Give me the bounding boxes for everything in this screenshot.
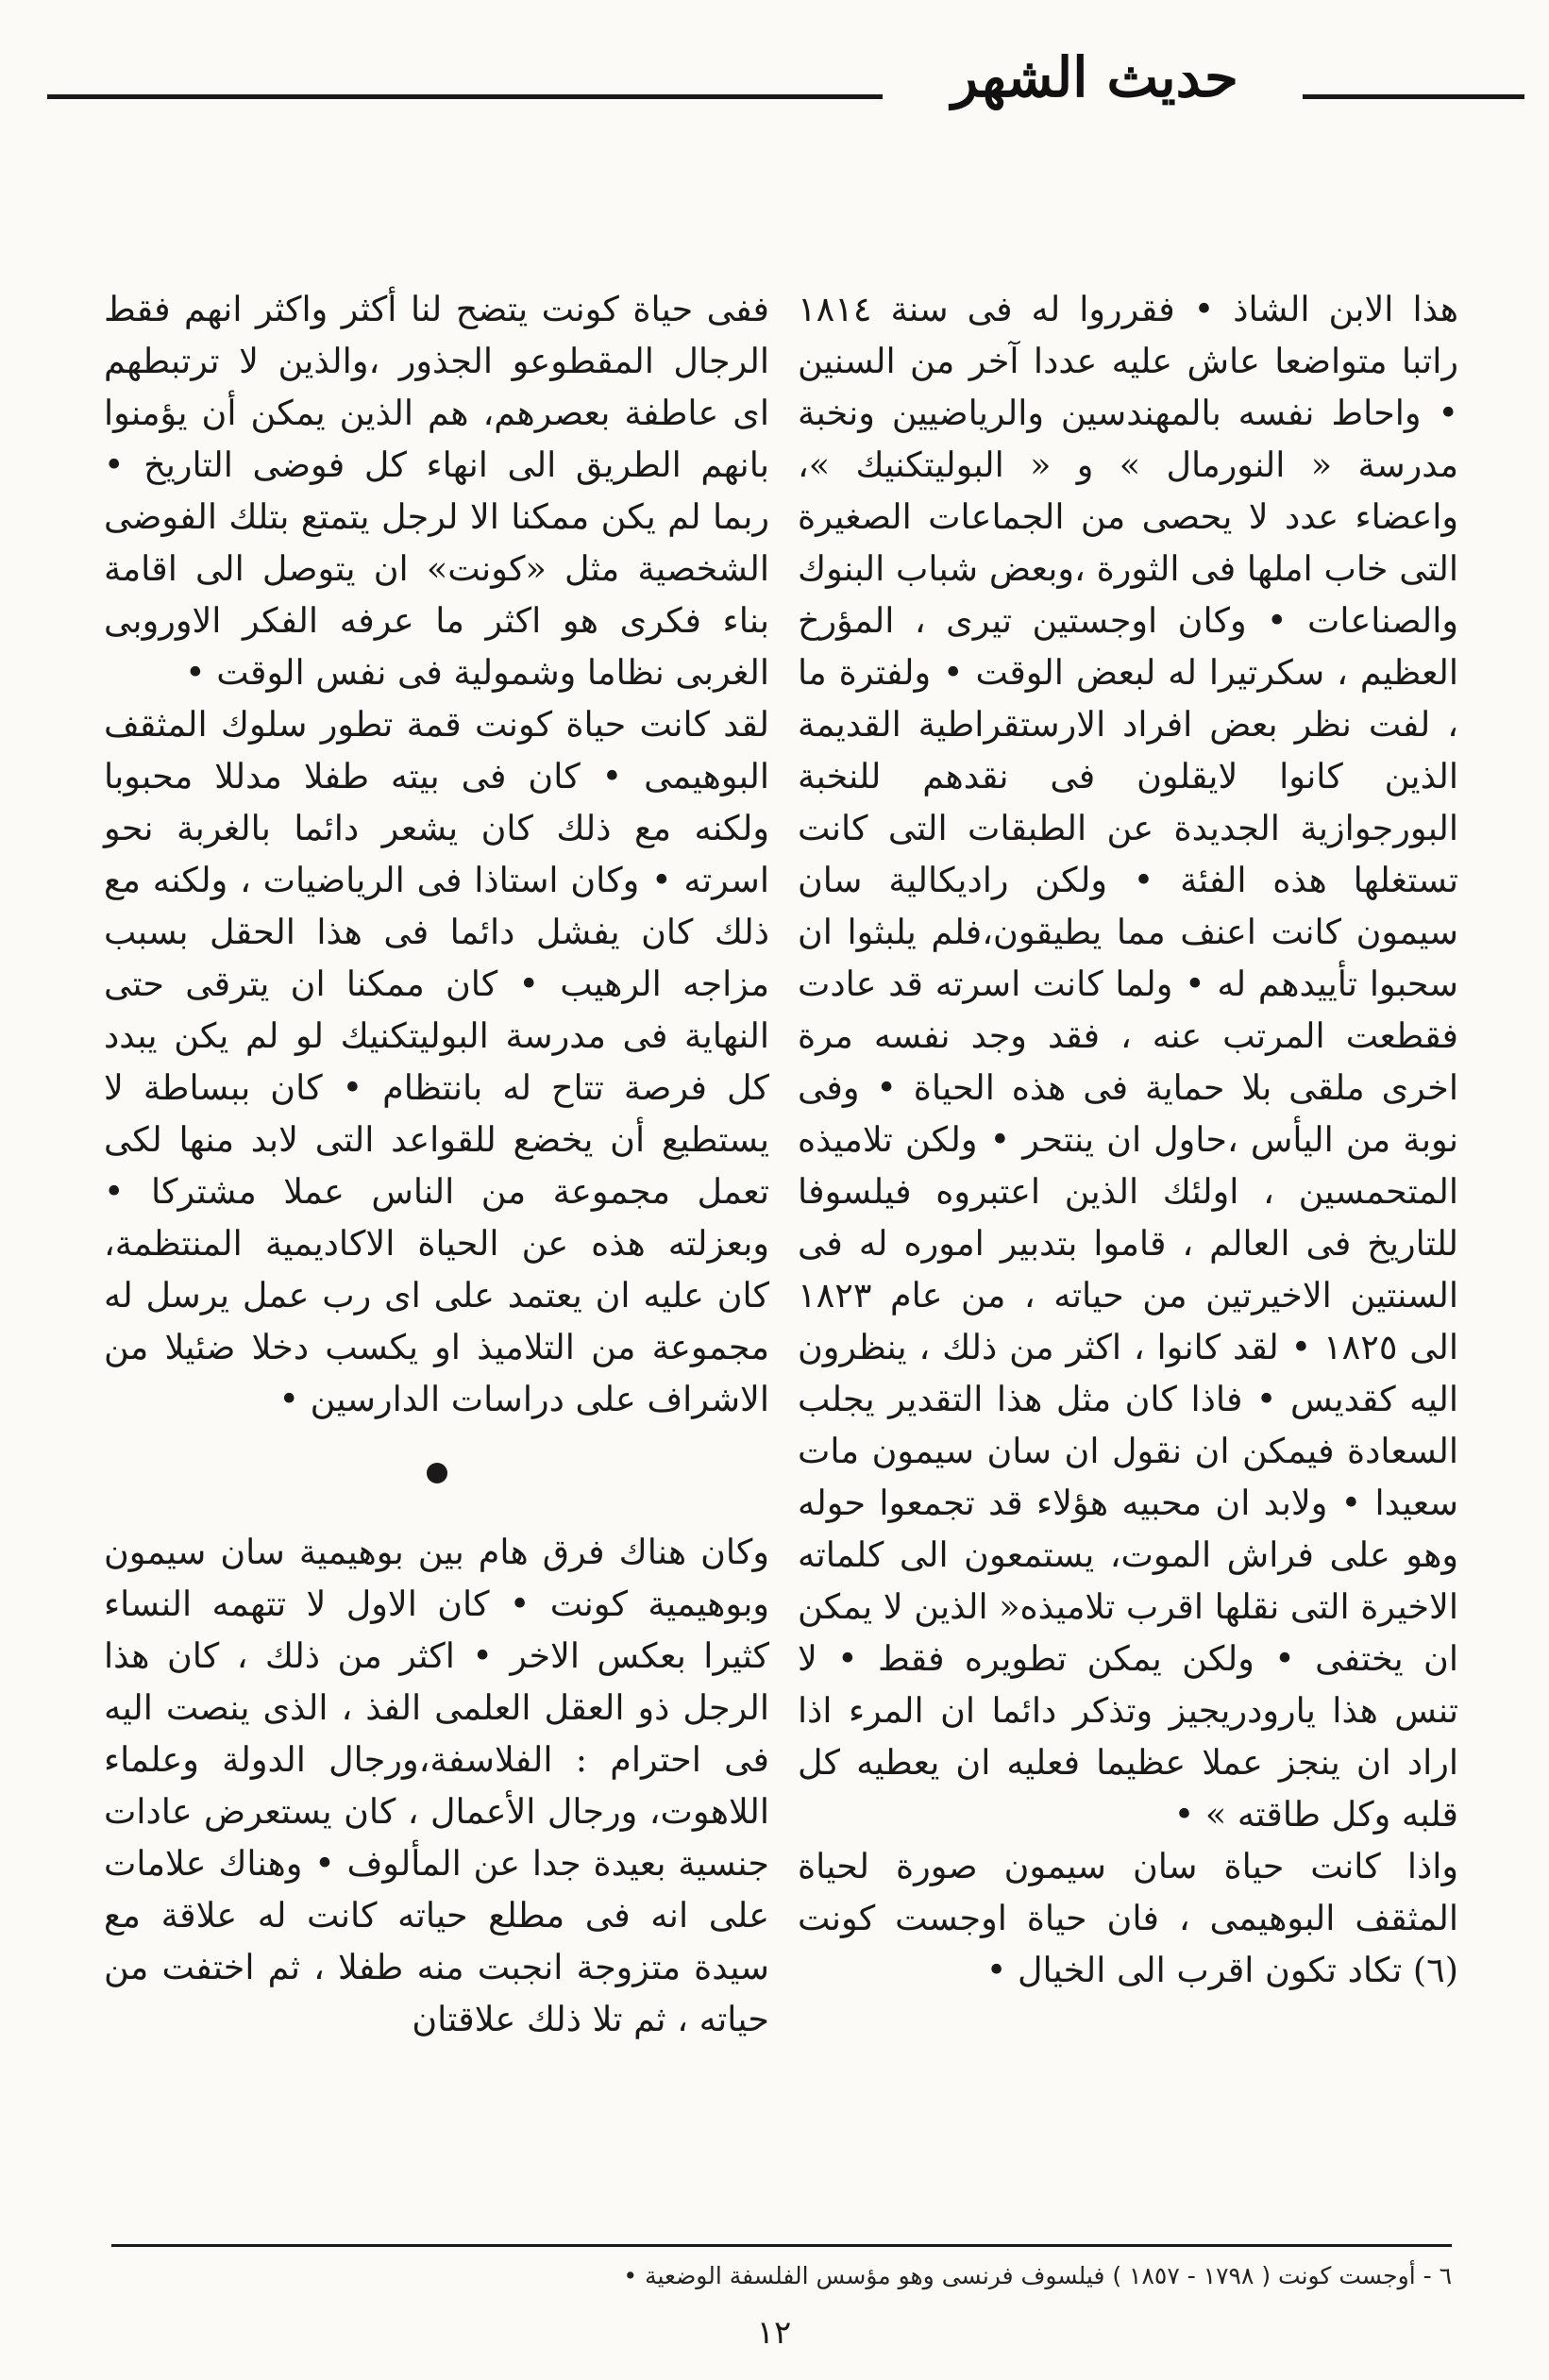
section-divider-dot xyxy=(427,1463,447,1483)
magazine-title: حديث الشهر xyxy=(951,45,1238,109)
paragraph: واذا كانت حياة سان سيمون صورة لحياة المثقف البوهيمى ، فان حياة اوجست كونت (٦) تكاد تكون اقرب الى الخيال • xyxy=(798,1846,1458,1990)
paragraph: لقد كانت حياة كونت قمة تطور سلوك المثقف البوهيمى • كان فى بيته طفلا مدللا محبوبا ولكنه مع ذلك كان يشعر دائما بالغربة نحو اسرته • وكان استاذا فى الرياضيات ، ولكنه مع ذلك كان يفشل دائما فى هذا الحقل بسبب مزاجه الرهيب • كان ممكنا ان يترقى حتى النهاية فى مدرسة البوليتكنيك لو لم يكن يبدد كل فرصة تتاح له بانتظام • كان ببساطة لا يستطيع أن يخضع للقواعد التى لابد منها لكى تعمل مجموعة من الناس عملا مشتركا • وبعزلته هذه عن الحياة الاكاديمية المنتظمة، كان عليه ان يعتمد على اى رب عمل يرسل له مجموعة من التلاميذ او يكسب دخلا ضئيلا من الاشراف على دراسات الدارسين • xyxy=(104,704,769,1419)
text-column-left xyxy=(104,283,769,2045)
paragraph: ففى حياة كونت يتضح لنا أكثر واكثر انهم فقط الرجال المقطوعو الجذور ،والذين لا ترتبطهم اى عاطفة بعصرهم، هم الذين يمكن أن يؤمنوا بانهم الطريق الى انهاء كل فوضى التاريخ • ربما لم يكن ممكنا الا لرجل يتمتع بتلك الفوضى الشخصية مثل «كونت» ان يتوصل الى اقامة بناء فكرى هو اكثر ما عرفه الفكر الاوروبى الغربى نظاما وشمولية فى نفس الوقت • xyxy=(104,289,769,693)
header-rule-left xyxy=(47,94,883,99)
footnote: ٦ - أوجست كونت ( ١٧٩٨ - ١٨٥٧ ) فيلسوف فرنسى وهو مؤسس الفلسفة الوضعية • xyxy=(623,2262,1452,2289)
paragraph: هذا الابن الشاذ • فقرروا له فى سنة ١٨١٤ راتبا متواضعا عاش عليه عددا آخر من السنين • واحاط نفسه بالمهندسين والرياضيين ونخبة مدرسة « النورمال » و « البوليتكنيك »، واعضاء عدد لا يحصى من الجماعات الصغيرة التى خاب املها فى الثورة ،وبعض شباب البنوك والصناعات • وكان اوجستين تيرى ، المؤرخ العظيم ، سكرتيرا له لبعض الوقت • ولفترة ما ، لفت نظر بعض افراد الارستقراطية القديمة الذين كانوا لايقلون فى نقدهم للنخبة البورجوازية الجديدة عن الطبقات التى كانت تستغلها هذه الفئة • ولكن راديكالية سان سيمون كانت اعنف مما يطيقون،فلم يلبثوا ان سحبوا تأييدهم له • ولما كانت اسرته قد عادت فقطعت المرتب عنه ، فقد وجد نفسه مرة اخرى ملقى بلا حماية فى هذه الحياة • وفى نوبة من اليأس ،حاول ان ينتحر • ولكن تلاميذه المتحمسين ، اولئك الذين اعتبروه فيلسوفا للتاريخ فى العالم ، قاموا بتدبير اموره له فى السنتين الاخيرتين من حياته ، من عام ١٨٢٣ الى ١٨٢٥ • لقد كانوا ، اكثر من ذلك ، ينظرون اليه كقديس • فاذا كان مثل هذا التقدير يجلب السعادة فيمكن ان نقول ان سان سيمون مات سعيدا • ولابد ان محبيه هؤلاء قد تجمعوا حوله وهو على فراش الموت، يستمعون الى كلماته الاخيرة التى نقلها اقرب تلاميذه« الذين لا يمكن ان يختفى • ولكن يمكن تطويره فقط • لا تنس هذا يارودريجيز وتذكر دائما ان المرء اذا اراد ان ينجز عملا عظيما فعليه ان يعطيه كل قلبه وكل طاقته » • xyxy=(798,289,1458,1835)
footnote-rule xyxy=(111,2244,1452,2247)
page-number: ١٢ xyxy=(756,2314,792,2352)
text-column-right xyxy=(798,283,1458,1996)
header-rule-right xyxy=(1303,94,1524,99)
paragraph: وكان هناك فرق هام بين بوهيمية سان سيمون وبوهيمية كونت • كان الاول لا تتهمه النساء كثيرا بعكس الاخر • اكثر من ذلك ، كان هذا الرجل ذو العقل العلمى الفذ ، الذى ينصت اليه فى احترام : الفلاسفة،ورجال الدولة وعلماء اللاهوت، ورجال الأعمال ، كان يستعرض عادات جنسية بعيدة جدا عن المألوف • وهناك علامات على انه فى مطلع حياته كانت له علاقة مع سيدة متزوجة انجبت منه طفلا ، ثم اختفت من حياته ، ثم تلا ذلك علاقتان xyxy=(104,1532,769,2039)
